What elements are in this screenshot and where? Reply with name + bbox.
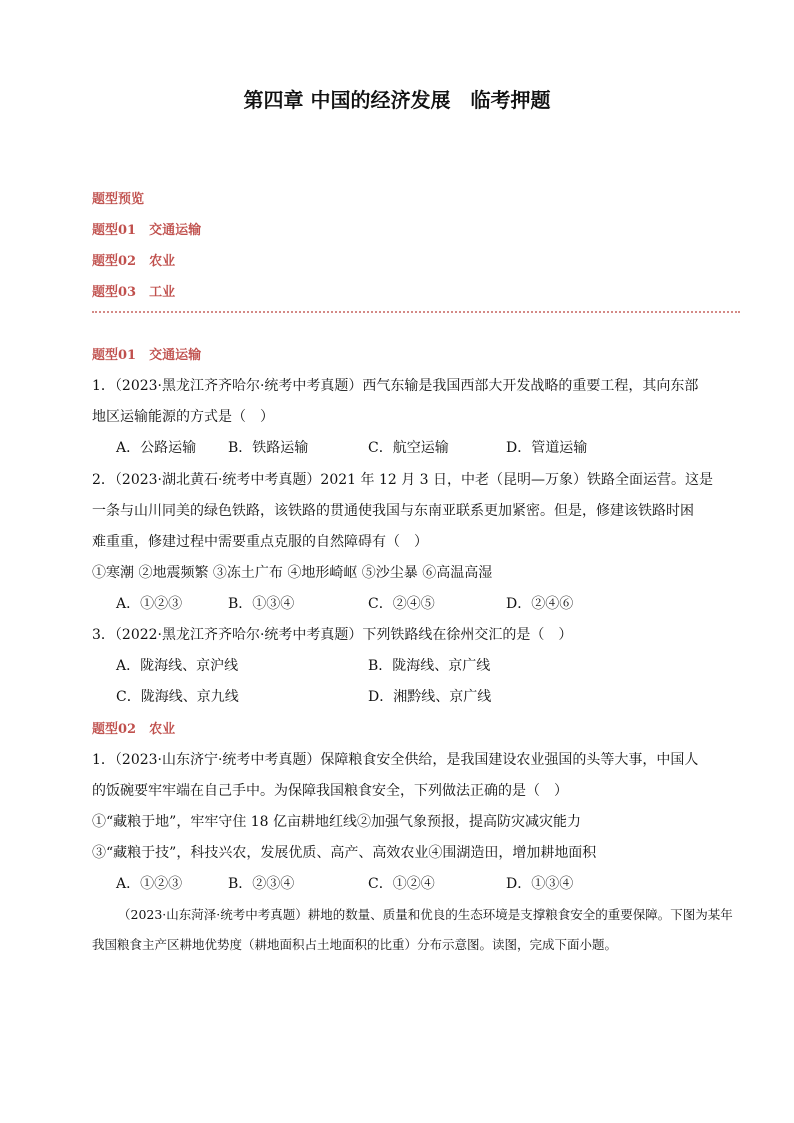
- s2-q1-stem-line2: 的饭碗要牢牢端在自己手中。为保障我国粮食安全，下列做法正确的是（ ）: [92, 783, 568, 799]
- s1-q3-option-b[interactable]: B．陇海线、京广线: [368, 658, 491, 674]
- page-title: 第四章 中国的经济发展 临考押题: [243, 88, 551, 112]
- s2-q1-choice-line1: ①“藏粮于地”，牢牢守住 18 亿亩耕地红线②加强气象预报，提高防灾减灾能力: [92, 814, 582, 830]
- s2-q1-option-c[interactable]: C．①②④: [368, 876, 435, 892]
- s1-q3-stem-line1: 3．（2022·黑龙江齐齐哈尔·统考中考真题）下列铁路线在徐州交汇的是（ ）: [92, 627, 573, 643]
- s1-q2-stem-line1: 2．（2023·湖北黄石·统考中考真题）2021 年 12 月 3 日，中老（昆明—万象）铁路全面运营。这是: [92, 472, 714, 488]
- s1-q1-stem-line1: 1．（2023·黑龙江齐齐哈尔·统考中考真题）西气东输是我国西部大开发战略的重要工程，其向东部: [92, 378, 699, 394]
- overview-link-agriculture[interactable]: 题型02 农业: [92, 254, 176, 269]
- section2-heading: 题型02 农业: [92, 722, 176, 737]
- s1-q3-option-c[interactable]: C．陇海线、京九线: [116, 689, 239, 705]
- s1-q2-stem-line3: 难重重，修建过程中需要重点克服的自然障碍有（ ）: [92, 534, 428, 550]
- s1-q1-stem-line2: 地区运输能源的方式是（ ）: [92, 409, 274, 425]
- s1-q2-option-b[interactable]: B．①③④: [228, 596, 295, 612]
- s2-q1-option-a[interactable]: A．①②③: [116, 876, 183, 892]
- s1-q2-option-d[interactable]: D．②④⑥: [506, 596, 574, 612]
- overview-link-transport[interactable]: 题型01 交通运输: [92, 223, 202, 238]
- s1-q3-option-a[interactable]: A．陇海线、京沪线: [116, 658, 239, 674]
- s1-q1-option-c[interactable]: C．航空运输: [368, 440, 449, 456]
- s2-q1-option-d[interactable]: D．①③④: [506, 876, 574, 892]
- s1-q1-option-a[interactable]: A．公路运输: [116, 440, 197, 456]
- section-divider: [92, 311, 740, 313]
- s1-q2-choices: ①寒潮 ②地震频繁 ③冻土广布 ④地形崎岖 ⑤沙尘暴 ⑥高温高湿: [92, 565, 493, 581]
- s1-q2-stem-line2: 一条与山川同美的绿色铁路，该铁路的贯通使我国与东南亚联系更加紧密。但是，修建该铁路时困: [92, 503, 694, 519]
- s1-q1-option-b[interactable]: B．铁路运输: [228, 440, 309, 456]
- s2-q1-stem-line1: 1．（2023·山东济宁·统考中考真题）保障粮食安全供给，是我国建设农业强国的头等大事，中国人: [92, 752, 699, 768]
- s2-material-text: （2023·山东菏泽·统考中考真题）耕地的数量、质量和优良的生态环境是支撑粮食安全的重要保障。下图为某年我国粮食主产区耕地优势度（耕地面积占土地面积的比重）分布示意图。读图，完成下面小题。: [92, 907, 733, 952]
- section1-heading: 题型01 交通运输: [92, 348, 202, 363]
- s2-q1-choice-line2: ③“藏粮于技”，科技兴农，发展优质、高产、高效农业④围湖造田，增加耕地面积: [92, 845, 597, 861]
- s2-q1-option-b[interactable]: B．②③④: [228, 876, 295, 892]
- s1-q2-option-a[interactable]: A．①②③: [116, 596, 183, 612]
- overview-link-industry[interactable]: 题型03 工业: [92, 285, 176, 300]
- s1-q1-option-d[interactable]: D．管道运输: [506, 440, 588, 456]
- s1-q2-option-c[interactable]: C．②④⑤: [368, 596, 435, 612]
- s2-material-note: [92, 900, 742, 960]
- s1-q3-option-d[interactable]: D．湘黔线、京广线: [368, 689, 492, 705]
- overview-heading: 题型预览: [92, 192, 145, 207]
